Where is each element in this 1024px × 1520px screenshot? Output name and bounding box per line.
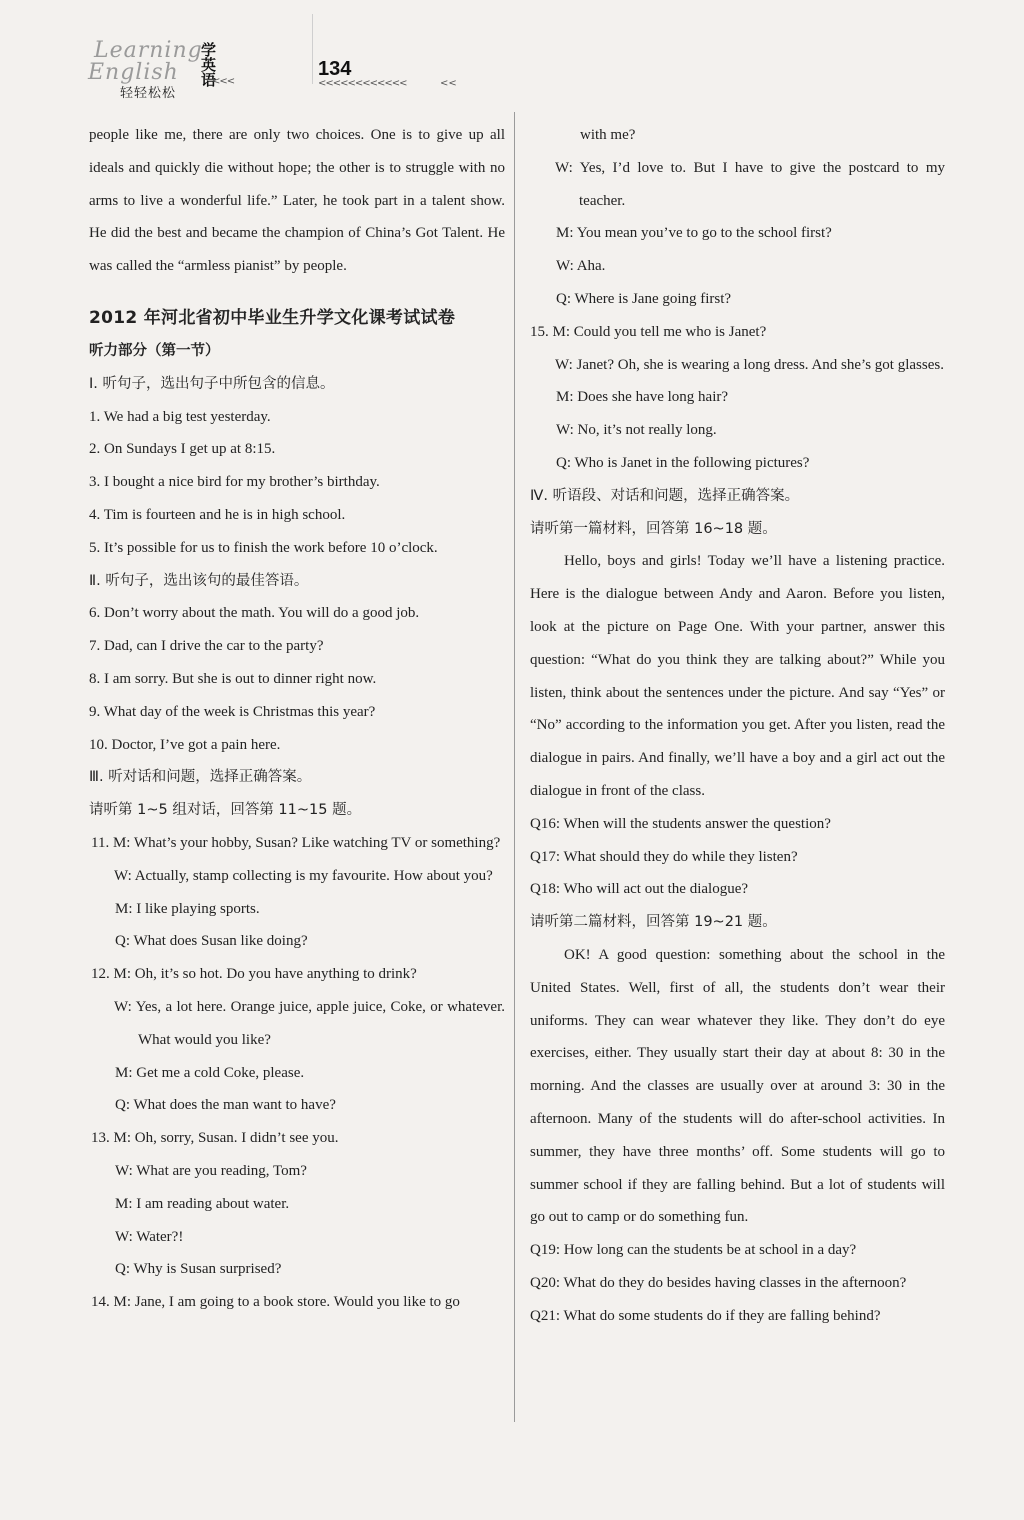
story-paragraph: people like me, there are only two choices. One is to give up all ideals and quickly die without hope; the other is to struggle with no arms to live a wonderful life.” Later, he took part in a talent show. He did the best and became the champion of China’s Got Talent. He was called the “armless pianist” by people. <box>89 127 505 275</box>
q13-question: Q: Why is Susan surprised? <box>115 1261 282 1278</box>
q11-man-line-2: M: I like playing sports. <box>115 900 260 917</box>
question-9: 9. What day of the week is Christmas this year? <box>89 703 376 720</box>
q11-question: Q: What does Susan like doing? <box>115 933 308 950</box>
logo-chinese-side: 学英语 <box>199 42 217 87</box>
left-column <box>89 119 505 1319</box>
right-column <box>530 119 945 1332</box>
q14-woman-line-2: W: Aha. <box>556 258 606 275</box>
q15-man-line: 15. M: Could you tell me who is Janet? <box>530 323 767 340</box>
q14-question: Q: Where is Jane going first? <box>556 290 732 307</box>
section-4-instruction: Ⅳ. 听语段、对话和问题，选择正确答案。 <box>530 487 800 504</box>
question-5: 5. It’s possible for us to finish the work before 10 o’clock. <box>89 539 438 556</box>
section-3-note: 请听第 1~5 组对话，回答第 11~15 题。 <box>89 802 362 819</box>
question-18: Q18: Who will act out the dialogue? <box>530 881 749 898</box>
question-6: 6. Don’t worry about the math. You will do a good job. <box>89 605 420 622</box>
q11-man-line: 11. M: What’s your hobby, Susan? Like watching TV or something? <box>91 834 501 851</box>
q14-man-line-2: M: You mean you’ve to go to the school first? <box>556 225 832 242</box>
question-4: 4. Tim is fourteen and he is in high school. <box>89 506 346 523</box>
q13-woman-line: W: What are you reading, Tom? <box>115 1162 307 1179</box>
q14-man-line-continued: with me? <box>580 127 636 143</box>
question-19: Q19: How long can the students be at school in a day? <box>530 1242 857 1259</box>
q15-man-line-2: M: Does she have long hair? <box>556 389 729 406</box>
question-7: 7. Dad, can I drive the car to the party? <box>89 638 324 655</box>
q11-woman-line: W: Actually, stamp collecting is my favourite. How about you? <box>114 867 493 884</box>
question-2: 2. On Sundays I get up at 8:15. <box>89 441 276 458</box>
q12-man-line: 12. M: Oh, it’s so hot. Do you have anything to drink? <box>91 966 417 983</box>
question-3: 3. I bought a nice bird for my brother’s birthday. <box>89 474 380 491</box>
question-21: Q21: What do some students do if they are falling behind? <box>530 1307 881 1324</box>
question-10: 10. Doctor, I’ve got a pain here. <box>89 736 281 753</box>
page-number-arrows: <<<<<<<<<<<< <box>318 78 407 89</box>
logo-script-line1: Learning <box>94 38 203 63</box>
exam-title: 2012 年河北省初中毕业生升学文化课考试试卷 <box>89 307 456 328</box>
question-1: 1. We had a big test yesterday. <box>89 408 271 425</box>
logo-arrows: <<< <box>212 76 235 87</box>
q15-woman-line-2: W: No, it’s not really long. <box>556 422 717 439</box>
q13-man-line: 13. M: Oh, sorry, Susan. I didn’t see you. <box>91 1130 339 1147</box>
listening-section-title: 听力部分（第一节） <box>89 342 220 359</box>
q14-man-line: 14. M: Jane, I am going to a book store. Would you like to go <box>91 1294 460 1311</box>
question-17: Q17: What should they do while they listen? <box>530 848 798 865</box>
question-8: 8. I am sorry. But she is out to dinner right now. <box>89 670 377 687</box>
q12-question: Q: What does the man want to have? <box>115 1097 336 1114</box>
section-3-instruction: Ⅲ. 听对话和问题，选择正确答案。 <box>89 769 312 786</box>
logo-script-line2: English <box>88 60 179 85</box>
section-4-note-2: 请听第二篇材料，回答第 19~21 题。 <box>530 914 777 931</box>
page-number: 134 <box>318 58 352 80</box>
listening-passage-1: Hello, boys and girls! Today we’ll have a listening practice. Here is the dialogue between Andy and Aaron. Before you listen, look at the picture on Page One. With your partner, answer this question: “What do you think they are talking about?” While you listen, think about the sentences under the picture. And say “Yes” or “No” according to the information you get. After you listen, read the dialogue in pairs. And finally, we’ll have a boy and a girl act out the dialogue in front of the class. <box>530 553 945 799</box>
listening-passage-2: OK! A good question: something about the school in the United States. Well, first of all, the students don’t wear their uniforms. They can wear whatever they like. They don’t do eye exercises, either. They usually start their day at about 8: 30 in the morning. And the classes are usually over at around 3: 30 in the afternoon. Many of the students will do after-school activities. In summer, they have three months’ off. Some students will go to summer school if they are falling behind. But a lot of students will go out to camp or do something fun. <box>530 946 945 1226</box>
page-number-arrows-end: << <box>440 78 457 89</box>
q14-woman-line: W: Yes, I’d love to. But I have to give the postcard to my teacher. <box>555 159 945 209</box>
section-1-instruction: Ⅰ. 听句子，选出句子中所包含的信息。 <box>89 375 335 392</box>
column-divider <box>514 112 515 1422</box>
series-logo <box>88 38 228 102</box>
q12-woman-line: W: Yes, a lot here. Orange juice, apple juice, Coke, or whatever. What would you like? <box>114 998 505 1048</box>
section-4-note-1: 请听第一篇材料，回答第 16~18 题。 <box>530 520 777 537</box>
question-16: Q16: When will the students answer the question? <box>530 815 831 832</box>
q13-woman-line-2: W: Water?! <box>115 1228 184 1245</box>
logo-chinese-bottom: 轻轻松松 <box>120 86 177 101</box>
section-2-instruction: Ⅱ. 听句子，选出该句的最佳答语。 <box>89 572 309 589</box>
q15-woman-line: W: Janet? Oh, she is wearing a long dress. And she’s got glasses. <box>555 356 944 373</box>
page-edge-mark <box>312 14 313 84</box>
question-20: Q20: What do they do besides having classes in the afternoon? <box>530 1274 907 1291</box>
q15-question: Q: Who is Janet in the following pictures? <box>556 454 810 471</box>
q12-man-line-2: M: Get me a cold Coke, please. <box>115 1064 305 1081</box>
q13-man-line-2: M: I am reading about water. <box>115 1195 290 1212</box>
